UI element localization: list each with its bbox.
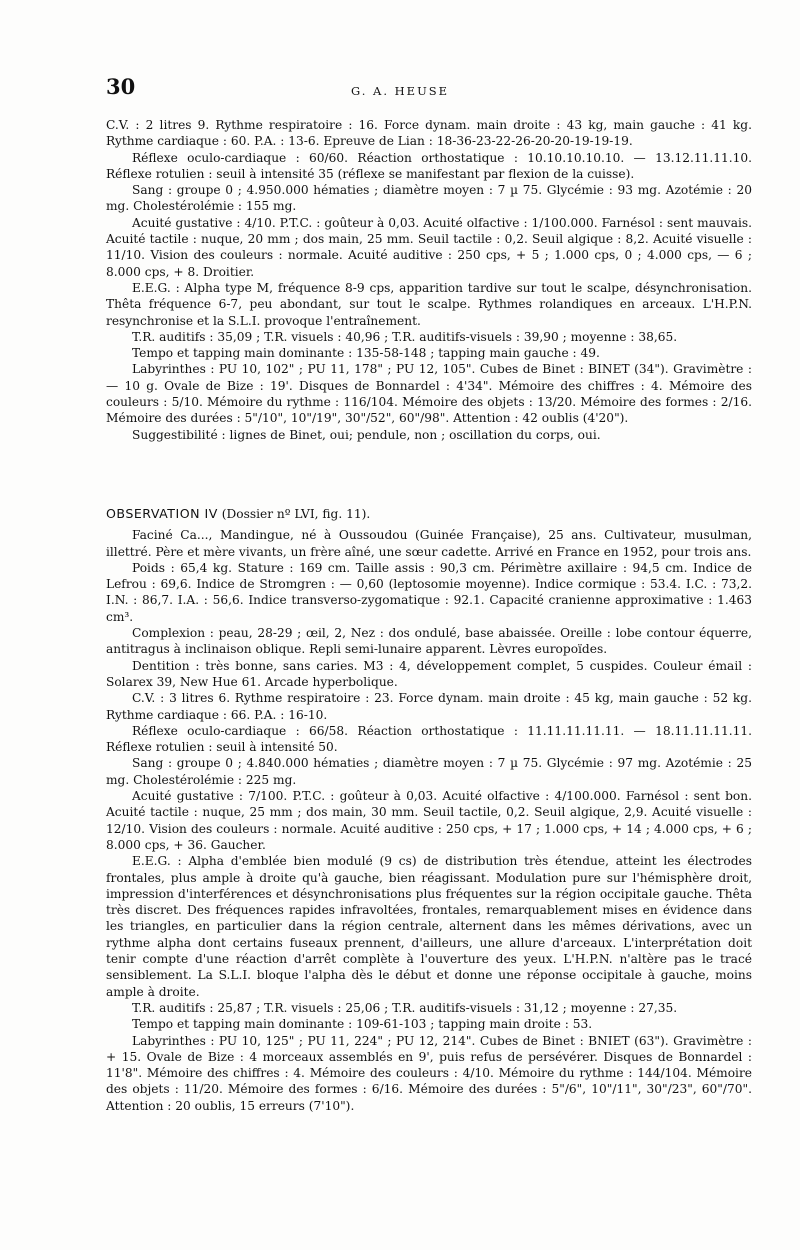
observation-iii-continuation [106, 117, 752, 443]
paragraph: Tempo et tapping main dominante : 135-58-148 ; tapping main gauche : 49. [132, 346, 600, 361]
observation-heading [106, 506, 752, 522]
paragraph: Sang : groupe 0 ; 4.950.000 hématies ; diamètre moyen : 7 µ 75. Glycémie : 93 mg. Azotémie : 20 mg. Cholestérolémie : 155 mg. [106, 183, 752, 214]
paragraph: T.R. auditifs : 25,87 ; T.R. visuels : 25,06 ; T.R. auditifs-visuels : 31,12 ; moyenne : 27,35. [132, 1000, 678, 1015]
paragraph: C.V. : 2 litres 9. Rythme respiratoire : 16. Force dynam. main droite : 43 kg, main gauche : 41 kg. Rythme cardiaque : 60. P.A. : 13-6. Epreuve de Lian : 18-36-23-22-26-20-20-19-19-19. [106, 118, 752, 149]
observation-title: OBSERVATION IV [106, 506, 218, 521]
paragraph: Labyrinthes : PU 10, 102" ; PU 11, 178" ; PU 12, 105". Cubes de Binet : BINET (34"). Gravimètre : — 10 g. Ovale de Bize : 19'. Disques de Bonnardel : 4'34". Mémoire des chiffres : 4. Mémoire des couleurs : 5/10. Mémoire du rythme : 116/104. Mémoire des objets : 13/20. Mémoire des formes : 2/16. Mémoire des durées : 5"/10", 10"/19", 30"/52", 60"/98". Attention : 42 oublis (4'20"). [106, 362, 752, 426]
paragraph: Réflexe oculo-cardiaque : 66/58. Réaction orthostatique : 11.11.11.11.11. — 18.11.11.11.11. Réflexe rotulien : seuil à intensité 50. [106, 723, 752, 755]
paragraph: Suggestibilité : lignes de Binet, oui; pendule, non ; oscillation du corps, oui. [132, 427, 601, 442]
paragraph: E.E.G. : Alpha type M, fréquence 8-9 cps, apparition tardive sur tout le scalpe, désynchronisation. Thêta fréquence 6-7, peu abondant, sur tout le scalpe. Rythmes rolandiques en arceaux. L'H.P.N. resynchronise et la S.L.I. provoque l'entraînement. [106, 280, 752, 328]
paragraph: Sang : groupe 0 ; 4.840.000 hématies ; diamètre moyen : 7 µ 75. Glycémie : 97 mg. Azotémie : 25 mg. Cholestérolémie : 225 mg. [106, 756, 752, 787]
paragraph: Dentition : très bonne, sans caries. M3 : 4, développement complet, 5 cuspides. Couleur émail : Solarex 39, New Hue 61. Arcade hyperbolique. [106, 658, 752, 689]
paragraph: E.E.G. : Alpha d'emblée bien modulé (9 cs) de distribution très étendue, atteint les électrodes frontales, plus ample à droite qu'à gauche, bien réagissant. Modulation pure sur l'hémisphère droit, impression d'interférences et désynchronisations plus fréquentes sur la région occipitale gauche. Thêta très discret. Des fréquences rapides infravoltées, frontales, remarquablement mises en évidence dans les triangles, en particulier dans la région centrale, alternent dans les mêmes dérivations, avec un rythme alpha dont certains fuseaux prennent, d'ailleurs, une allure d'arceaux. L'interprétation doit tenir compte d'une réaction d'arrêt complète à l'ouverture des yeux. L'H.P.N. n'altère pas le tracé sensiblement. La S.L.I. bloque l'alpha dès le début et donne une réponse occipitale à gauche, moins ample à droite. [106, 854, 752, 999]
paragraph: Labyrinthes : PU 10, 125" ; PU 11, 224" ; PU 12, 214". Cubes de Binet : BNIET (63"). Gravimètre : + 15. Ovale de Bize : 4 morceaux assemblés en 9', puis refus de persévérer. Disques de Bonnardel : 11'8". Mémoire des chiffres : 4. Mémoire des couleurs : 4/10. Mémoire du rythme : 144/104. Mémoire des objets : 11/20. Mémoire des formes : 6/16. Mémoire des durées : 5"/6", 10"/11", 30"/23", 60"/70". Attention : 20 oublis, 15 erreurs (7'10"). [106, 1033, 752, 1113]
page-number: 30 [106, 74, 136, 99]
observation-subtitle: (Dossier nº LVI, fig. 11). [221, 507, 371, 521]
observation-iv [106, 506, 752, 1114]
running-header: G. A. HEUSE [350, 84, 450, 98]
paragraph: Tempo et tapping main dominante : 109-61-103 ; tapping main droite : 53. [132, 1017, 593, 1032]
paragraph: Faciné Ca..., Mandingue, né à Oussoudou (Guinée Française), 25 ans. Cultivateur, musulman, illettré. Père et mère vivants, un frère aîné, une sœur cadette. Arrivé en France en 1952, pour trois ans. [106, 528, 752, 559]
paragraph: C.V. : 3 litres 6. Rythme respiratoire : 23. Force dynam. main droite : 45 kg, main gauche : 52 kg. Rythme cardiaque : 66. P.A. : 16-10. [106, 691, 752, 722]
paragraph: Acuité gustative : 7/100. P.T.C. : goûteur à 0,03. Acuité olfactive : 4/100.000. Farnésol : sent bon. Acuité tactile : nuque, 25 mm ; dos main, 30 mm. Seuil tactile, 0,2. Seuil algique, 2,9. Acuité visuelle : 12/10. Vision des couleurs : normale. Acuité auditive : 250 cps, + 17 ; 1.000 cps, + 14 ; 4.000 cps, + 6 ; 8.000 cps, + 36. Gaucher. [106, 789, 752, 852]
paragraph: T.R. auditifs : 35,09 ; T.R. visuels : 40,96 ; T.R. auditifs-visuels : 39,90 ; moyenne : 38,65. [132, 329, 678, 344]
paragraph: Poids : 65,4 kg. Stature : 169 cm. Taille assis : 90,3 cm. Périmètre axillaire : 94,5 cm. Indice de Lefrou : 69,6. Indice de Stromgren : — 0,60 (leptosomie moyenne). Indice cormique : 53.4. I.C. : 73,2. I.N. : 86,7. I.A. : 56,6. Indice transverso-zygomatique : 92.1. Capacité cranienne approximative : 1.463 cm³. [106, 560, 752, 624]
paragraph: Réflexe oculo-cardiaque : 60/60. Réaction orthostatique : 10.10.10.10.10. — 13.12.11.11.10. Réflexe rotulien : seuil à intensité 35 (réflexe se manifestant par flexion de la cuisse). [106, 150, 752, 181]
paragraph: Complexion : peau, 28-29 ; œil, 2, Nez : dos ondulé, base abaissée. Oreille : lobe contour équerre, antitragus à inclinaison oblique. Repli semi-lunaire apparent. Lèvres europoïdes. [106, 626, 752, 657]
paragraph: Acuité gustative : 4/10. P.T.C. : goûteur à 0,03. Acuité olfactive : 1/100.000. Farnésol : sent mauvais. Acuité tactile : nuque, 20 mm ; dos main, 25 mm. Seuil tactile : 0,2. Seuil algique : 8,2. Acuité visuelle : 11/10. Vision des couleurs : normale. Acuité auditive : 250 cps, + 5 ; 1.000 cps, 0 ; 4.000 cps, — 6 ; 8.000 cps, + 8. Droitier. [106, 215, 752, 279]
